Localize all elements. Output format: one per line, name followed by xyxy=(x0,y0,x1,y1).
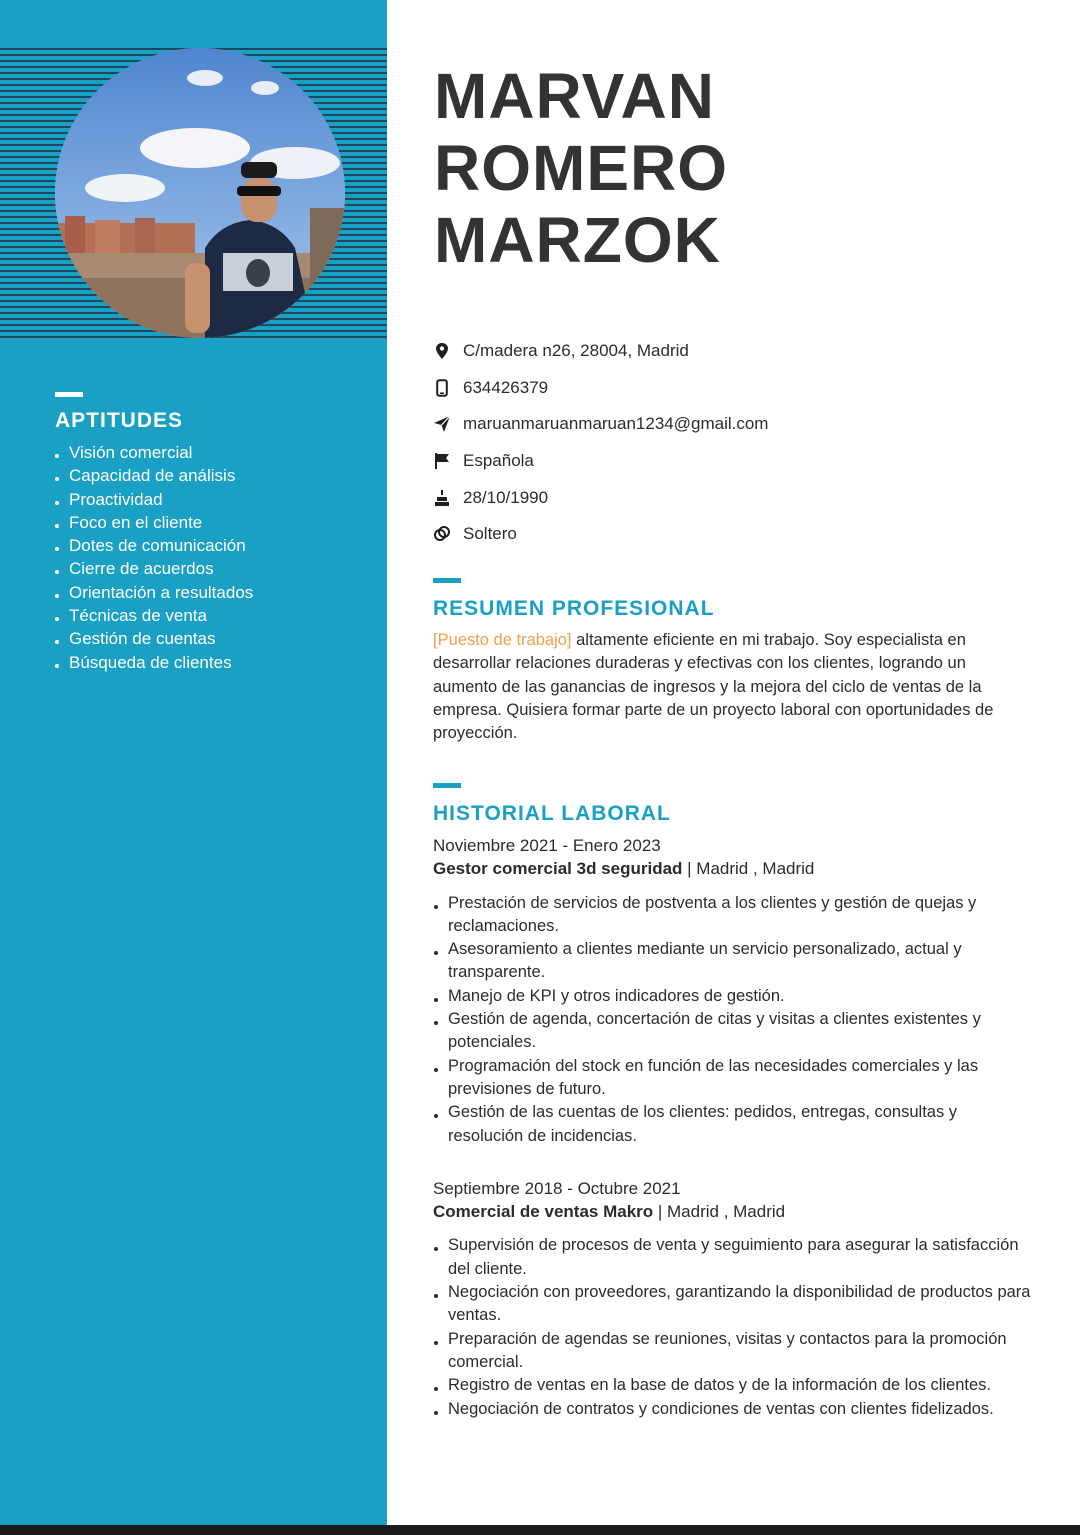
skills-title: APTITUDES xyxy=(55,409,184,432)
paper-plane-icon xyxy=(432,414,452,434)
duty-item: Gestión de las cuentas de los clientes: pedidos, entregas, consultas y resolución de incidencias. xyxy=(433,1101,1033,1148)
address-text: C/madera n26, 28004, Madrid xyxy=(463,341,689,361)
summary-title: RESUMEN PROFESIONAL xyxy=(433,597,715,620)
job-entry xyxy=(433,1177,1033,1421)
duty-item: Negociación de contratos y condiciones de ventas con clientes fidelizados. xyxy=(433,1398,1033,1421)
skill-item: Técnicas de venta xyxy=(55,604,375,627)
history-section xyxy=(433,783,1033,1421)
skill-item: Capacidad de análisis xyxy=(55,464,375,487)
flag-icon xyxy=(432,451,452,471)
section-marker xyxy=(55,392,83,397)
skill-item: Dotes de comunicación xyxy=(55,534,375,557)
phone-text[interactable]: 634426379 xyxy=(463,377,549,397)
duty-item: Gestión de agenda, concertación de citas y visitas a clientes existentes y potenciales. xyxy=(433,1008,1033,1055)
job-location: | Madrid , Madrid xyxy=(682,859,815,879)
duty-item: Preparación de agendas se reuniones, visitas y contactos para la promoción comercial. xyxy=(433,1328,1033,1375)
bottom-bar xyxy=(0,1525,1080,1535)
contact-email xyxy=(432,406,768,443)
name-line: ROMERO xyxy=(434,132,728,204)
profile-photo xyxy=(55,48,345,338)
rings-icon xyxy=(432,524,452,544)
skill-item: Orientación a resultados xyxy=(55,581,375,604)
full-name xyxy=(434,60,728,276)
nationality-text: Española xyxy=(463,451,534,471)
job-duties xyxy=(433,892,1033,1148)
duty-item: Negociación con proveedores, garantizando la disponibilidad de productos para ventas. xyxy=(433,1281,1033,1328)
summary-body: altamente eficiente en mi trabajo. Soy especialista en desarrollar relaciones duraderas y efectivas con los clientes, logrando un aumento de las ganancias de ingresos y la mejora del ciclo de ventas de la empresa. Quisiera formar parte de un proyecto laboral con oportunidades de proyección. xyxy=(433,631,994,743)
skill-item: Gestión de cuentas xyxy=(55,627,375,650)
duty-item: Registro de ventas en la base de datos y de la información de los clientes. xyxy=(433,1374,1033,1397)
email-link[interactable]: maruanmaruanmaruan1234@gmail.com xyxy=(463,414,769,434)
section-marker xyxy=(433,578,461,583)
summary-text xyxy=(433,629,1033,745)
job-role: Comercial de ventas Makro xyxy=(433,1202,654,1222)
name-line: MARVAN xyxy=(434,60,715,132)
history-title: HISTORIAL LABORAL xyxy=(433,802,671,825)
sidebar xyxy=(0,0,387,1525)
job-title xyxy=(433,857,1033,880)
skills-list xyxy=(55,441,375,674)
contact-phone xyxy=(432,370,768,407)
skill-item: Foco en el cliente xyxy=(55,511,375,534)
birthday-cake-icon xyxy=(432,488,452,508)
contact-marital-status xyxy=(432,516,768,553)
skill-item: Proactividad xyxy=(55,488,375,511)
job-title xyxy=(433,1200,1033,1223)
summary-section xyxy=(433,578,1033,745)
contact-nationality xyxy=(432,443,768,480)
duty-item: Supervisión de procesos de venta y seguimiento para asegurar la satisfacción del cliente. xyxy=(433,1234,1033,1281)
job-dates: Septiembre 2018 - Octubre 2021 xyxy=(433,1178,681,1198)
skill-item: Visión comercial xyxy=(55,441,375,464)
duty-item: Asesoramiento a clientes mediante un servicio personalizado, actual y transparente. xyxy=(433,938,1033,985)
job-dates: Noviembre 2021 - Enero 2023 xyxy=(433,836,661,855)
location-pin-icon xyxy=(432,341,452,361)
name-line: MARZOK xyxy=(434,204,721,276)
job-placeholder: [Puesto de trabajo] xyxy=(433,631,572,649)
job-duties xyxy=(433,1234,1033,1420)
skill-item: Cierre de acuerdos xyxy=(55,557,375,580)
skills-section xyxy=(55,392,375,674)
mobile-phone-icon xyxy=(432,378,452,398)
duty-item: Manejo de KPI y otros indicadores de gestión. xyxy=(433,985,1033,1008)
job-role: Gestor comercial 3d seguridad xyxy=(433,859,683,879)
job-location: | Madrid , Madrid xyxy=(653,1202,786,1222)
contact-birthdate xyxy=(432,479,768,516)
contact-list xyxy=(432,333,768,553)
duty-item: Programación del stock en función de las necesidades comerciales y las previsiones de futuro. xyxy=(433,1055,1033,1102)
birthdate-text: 28/10/1990 xyxy=(463,487,549,507)
contact-address xyxy=(432,333,768,370)
skill-item: Búsqueda de clientes xyxy=(55,651,375,674)
section-marker xyxy=(433,783,461,788)
job-entry xyxy=(433,834,1033,1148)
duty-item: Prestación de servicios de postventa a los clientes y gestión de quejas y reclamaciones. xyxy=(433,892,1033,939)
marital-status-text: Soltero xyxy=(463,524,517,544)
